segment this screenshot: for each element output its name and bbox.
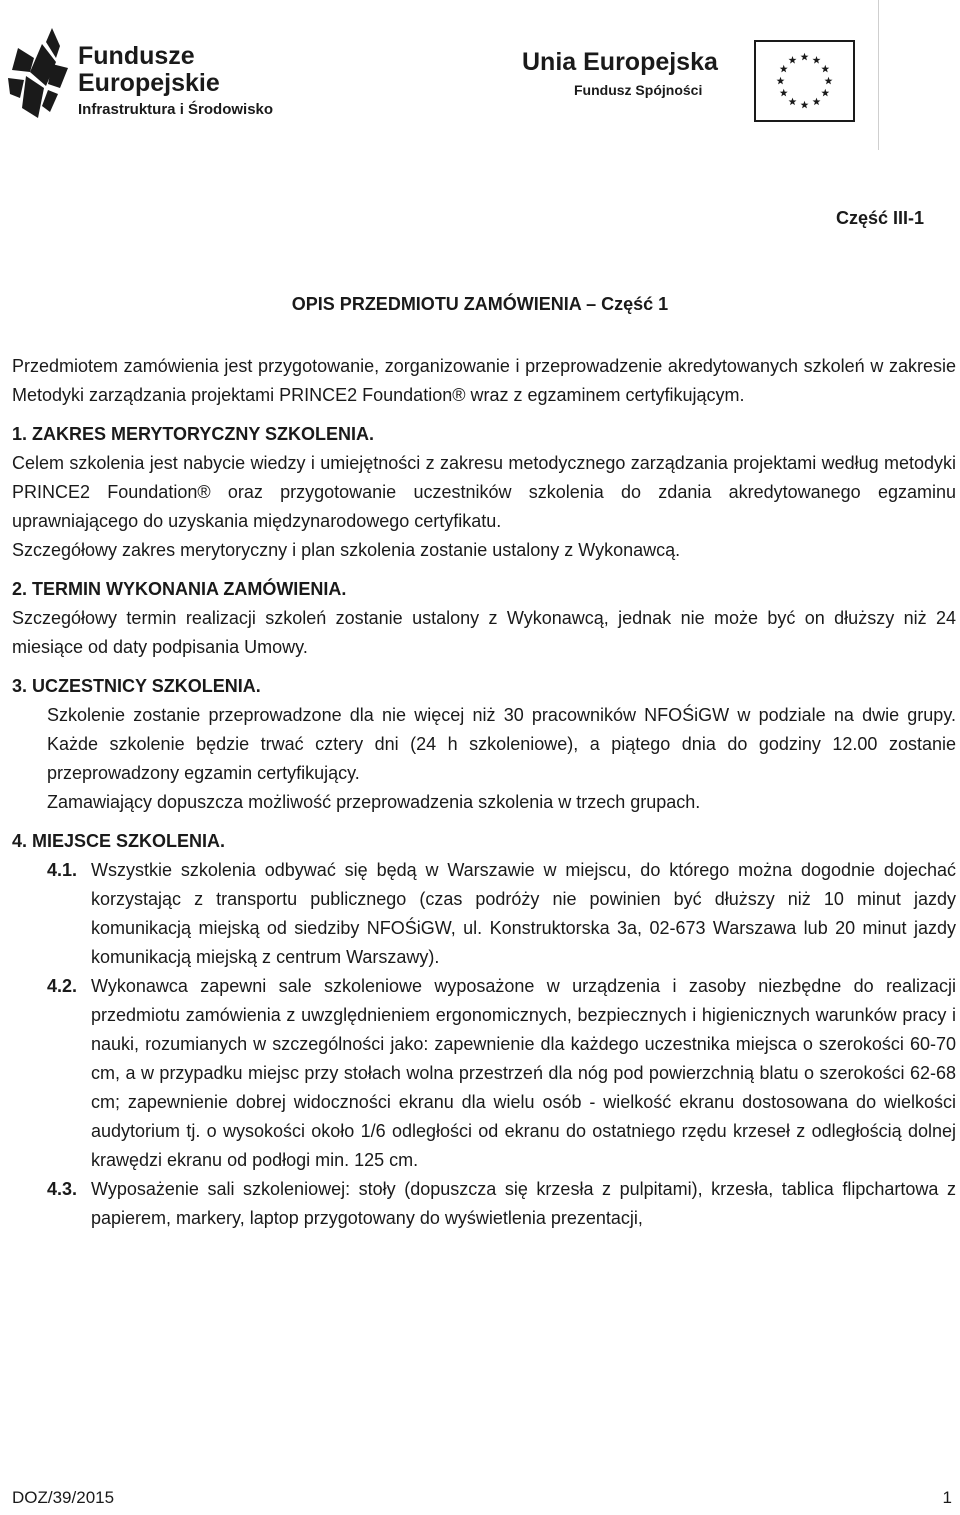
- subsection-number: 4.3.: [47, 1179, 78, 1199]
- section-3-paragraph-1: Szkolenie zostanie przeprowadzone dla nie więcej niż 30 pracowników NFOŚiGW w podziale na dwie grupy. Każde szkolenie będzie trwać cztery dni (24 h szkoleniowe), a piątego dnia do godziny 12.00 zostanie przeprowadzony egzamin certyfikujący.: [47, 705, 956, 783]
- footer-doc-id: DOZ/39/2015: [12, 1488, 115, 1507]
- intro-paragraph: Przedmiotem zamówienia jest przygotowanie, zorganizowanie i przeprowadzenie akredytowanych szkoleń w zakresie Metodyki zarządzania projektami PRINCE2 Foundation® wraz z egzaminem certyfikującym.: [12, 356, 956, 405]
- section-1-paragraph-2: Szczegółowy zakres merytoryczny i plan szkolenia zostanie ustalony z Wykonawcą.: [12, 540, 681, 560]
- section-3-heading: 3. UCZESTNICY SZKOLENIA.: [12, 676, 261, 696]
- eu-flag-icon: [754, 40, 855, 122]
- ue-logo-line1: Unia Europejska: [522, 48, 718, 76]
- subsection-number: 4.2.: [47, 976, 78, 996]
- fe-logo-line2: Europejskie: [78, 69, 220, 97]
- subsection-number: 4.1.: [47, 860, 78, 880]
- ue-logo-line2: Fundusz Spójności: [574, 82, 703, 98]
- subsection-4-2: [12, 972, 956, 1175]
- fe-logo-line3: Infrastruktura i Środowisko: [78, 101, 274, 118]
- unia-europejska-logo: [522, 40, 862, 130]
- section-1-heading: 1. ZAKRES MERYTORYCZNY SZKOLENIA.: [12, 424, 375, 444]
- footer-page-number: 1: [942, 1488, 952, 1507]
- subsection-4-3: [12, 1175, 956, 1233]
- section-1-paragraph-1: Celem szkolenia jest nabycie wiedzy i umiejętności z zakresu metodycznego zarządzania projektami według metodyki PRINCE2 Foundation® oraz przygotowanie uczestników szkolenia do zdania akredytowanego egzaminu uprawniającego do uzyskania międzynarodowego certyfikatu.: [12, 453, 956, 531]
- document-body: [12, 352, 956, 1233]
- header-vertical-rule: [878, 0, 879, 150]
- fundusze-europejskie-emblem-icon: [8, 28, 72, 123]
- subsection-text: Wyposażenie sali szkoleniowej: stoły (dopuszcza się krzesła z pulpitami), krzesła, tablica flipchartowa z papierem, markery, laptop przygotowany do wyświetlenia prezentacji,: [91, 1179, 956, 1228]
- fundusze-europejskie-logo: [8, 28, 308, 123]
- section-2-paragraph-1: Szczegółowy termin realizacji szkoleń zostanie ustalony z Wykonawcą, jednak nie może być on dłuższy niż 24 miesiące od daty podpisania Umowy.: [12, 608, 956, 657]
- subsection-text: Wszystkie szkolenia odbywać się będą w Warszawie w miejscu, do którego można dogodnie dojechać korzystając z transportu publicznego (czas podróży nie powinien być dłuższy niż 10 minut jazdy komunikacją miejską od siedziby NFOŚiGW, ul. Konstruktorska 3a, 02-673 Warszawa lub 20 minut jazdy komunikacją miejską z centrum Warszawy).: [91, 860, 956, 967]
- part-label: Część III-1: [835, 208, 924, 228]
- subsection-4-1: [12, 856, 956, 972]
- section-2-heading: 2. TERMIN WYKONANIA ZAMÓWIENIA.: [12, 579, 347, 599]
- document-title: OPIS PRZEDMIOTU ZAMÓWIENIA – Część 1: [291, 294, 669, 314]
- section-4-heading: 4. MIEJSCE SZKOLENIA.: [12, 831, 226, 851]
- section-3-paragraph-2: Zamawiający dopuszcza możliwość przeprowadzenia szkolenia w trzech grupach.: [47, 792, 701, 812]
- subsection-text: Wykonawca zapewni sale szkoleniowe wyposażone w urządzenia i zasoby niezbędne do realizacji przedmiotu zamówienia z uwzględnieniem ergonomicznych, bezpiecznych i higienicznych warunków pracy i nauki, rozumianych w szczególności jako: zapewnienie dla każdego uczestnika miejsca o szerokości 60-70 cm, a w przypadku miejsc przy stołach wolna przestrzeń dla nóg pod powierzchnią blatu o szerokości 62-68 cm; zapewnienie dobrej widoczności ekranu dla wielu osób - wielkość ekranu dostosowana do wielkości audytorium tj. o wysokości około 1/6 odległości od ekranu do ostatniego rzędu krzeseł z odległością dolnej krawędzi ekranu od podłogi min. 125 cm.: [91, 976, 956, 1170]
- fe-logo-line1: Fundusze: [78, 42, 195, 70]
